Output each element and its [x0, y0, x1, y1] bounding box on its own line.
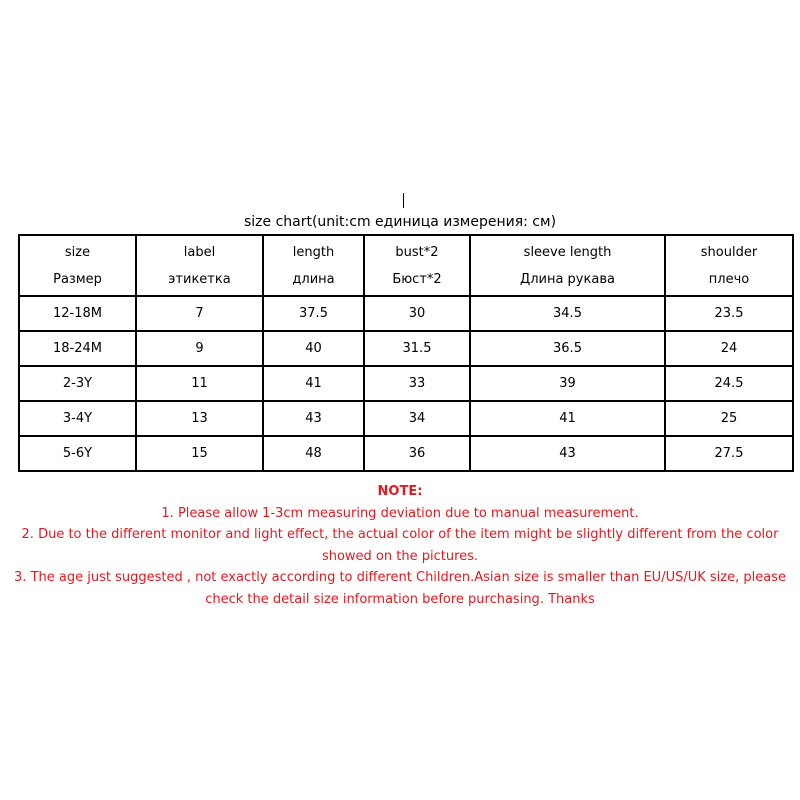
- cell-size: 2-3Y: [19, 366, 136, 401]
- cell-bust: 34: [364, 401, 470, 436]
- cell-label: 11: [136, 366, 263, 401]
- cell-shoulder: 24.5: [665, 366, 793, 401]
- header-shoulder: shoulder плечо: [665, 235, 793, 296]
- cell-length: 48: [263, 436, 364, 471]
- note-line-1: 1. Please allow 1-3cm measuring deviation due to manual measurement.: [161, 505, 639, 521]
- header-length: length длина: [263, 235, 364, 296]
- cell-label: 7: [136, 296, 263, 331]
- cell-bust: 31.5: [364, 331, 470, 366]
- cell-shoulder: 25: [665, 401, 793, 436]
- cell-bust: 30: [364, 296, 470, 331]
- cell-length: 43: [263, 401, 364, 436]
- cell-shoulder: 27.5: [665, 436, 793, 471]
- chart-title: size chart(unit:cm единица измерения: см): [243, 214, 557, 230]
- cell-shoulder: 23.5: [665, 296, 793, 331]
- cell-sleeve-length: 41: [470, 401, 665, 436]
- cell-label: 9: [136, 331, 263, 366]
- note-line-3: 3. The age just suggested , not exactly according to different Children.Asian size is smaller than EU/US/UK size, please check the detail size information before purchasing. Thanks: [14, 570, 786, 607]
- table-row: [19, 296, 793, 331]
- cell-size: 12-18M: [19, 296, 136, 331]
- table-row: [19, 401, 793, 436]
- cell-length: 40: [263, 331, 364, 366]
- cell-sleeve-length: 36.5: [470, 331, 665, 366]
- table-header-row: [19, 235, 793, 296]
- note-section: [0, 481, 800, 610]
- text-cursor-mark: [403, 193, 404, 208]
- cell-bust: 33: [364, 366, 470, 401]
- cell-length: 41: [263, 366, 364, 401]
- table-row: [19, 366, 793, 401]
- table-row: [19, 436, 793, 471]
- cell-sleeve-length: 39: [470, 366, 665, 401]
- table-row: [19, 331, 793, 366]
- note-line-2: 2. Due to the different monitor and light effect, the actual color of the item might be slightly different from the color showed on the pictures.: [21, 527, 779, 564]
- cell-label: 15: [136, 436, 263, 471]
- cell-shoulder: 24: [665, 331, 793, 366]
- header-bust: bust*2 Бюст*2: [364, 235, 470, 296]
- note-heading: NOTE:: [377, 484, 423, 499]
- cell-sleeve-length: 34.5: [470, 296, 665, 331]
- cell-label: 13: [136, 401, 263, 436]
- header-label: label этикетка: [136, 235, 263, 296]
- cell-bust: 36: [364, 436, 470, 471]
- header-sleeve-length: sleeve length Длина рукава: [470, 235, 665, 296]
- cell-size: 18-24M: [19, 331, 136, 366]
- cell-size: 3-4Y: [19, 401, 136, 436]
- cell-length: 37.5: [263, 296, 364, 331]
- cell-sleeve-length: 43: [470, 436, 665, 471]
- size-table: [18, 234, 794, 472]
- cell-size: 5-6Y: [19, 436, 136, 471]
- header-size: size Размер: [19, 235, 136, 296]
